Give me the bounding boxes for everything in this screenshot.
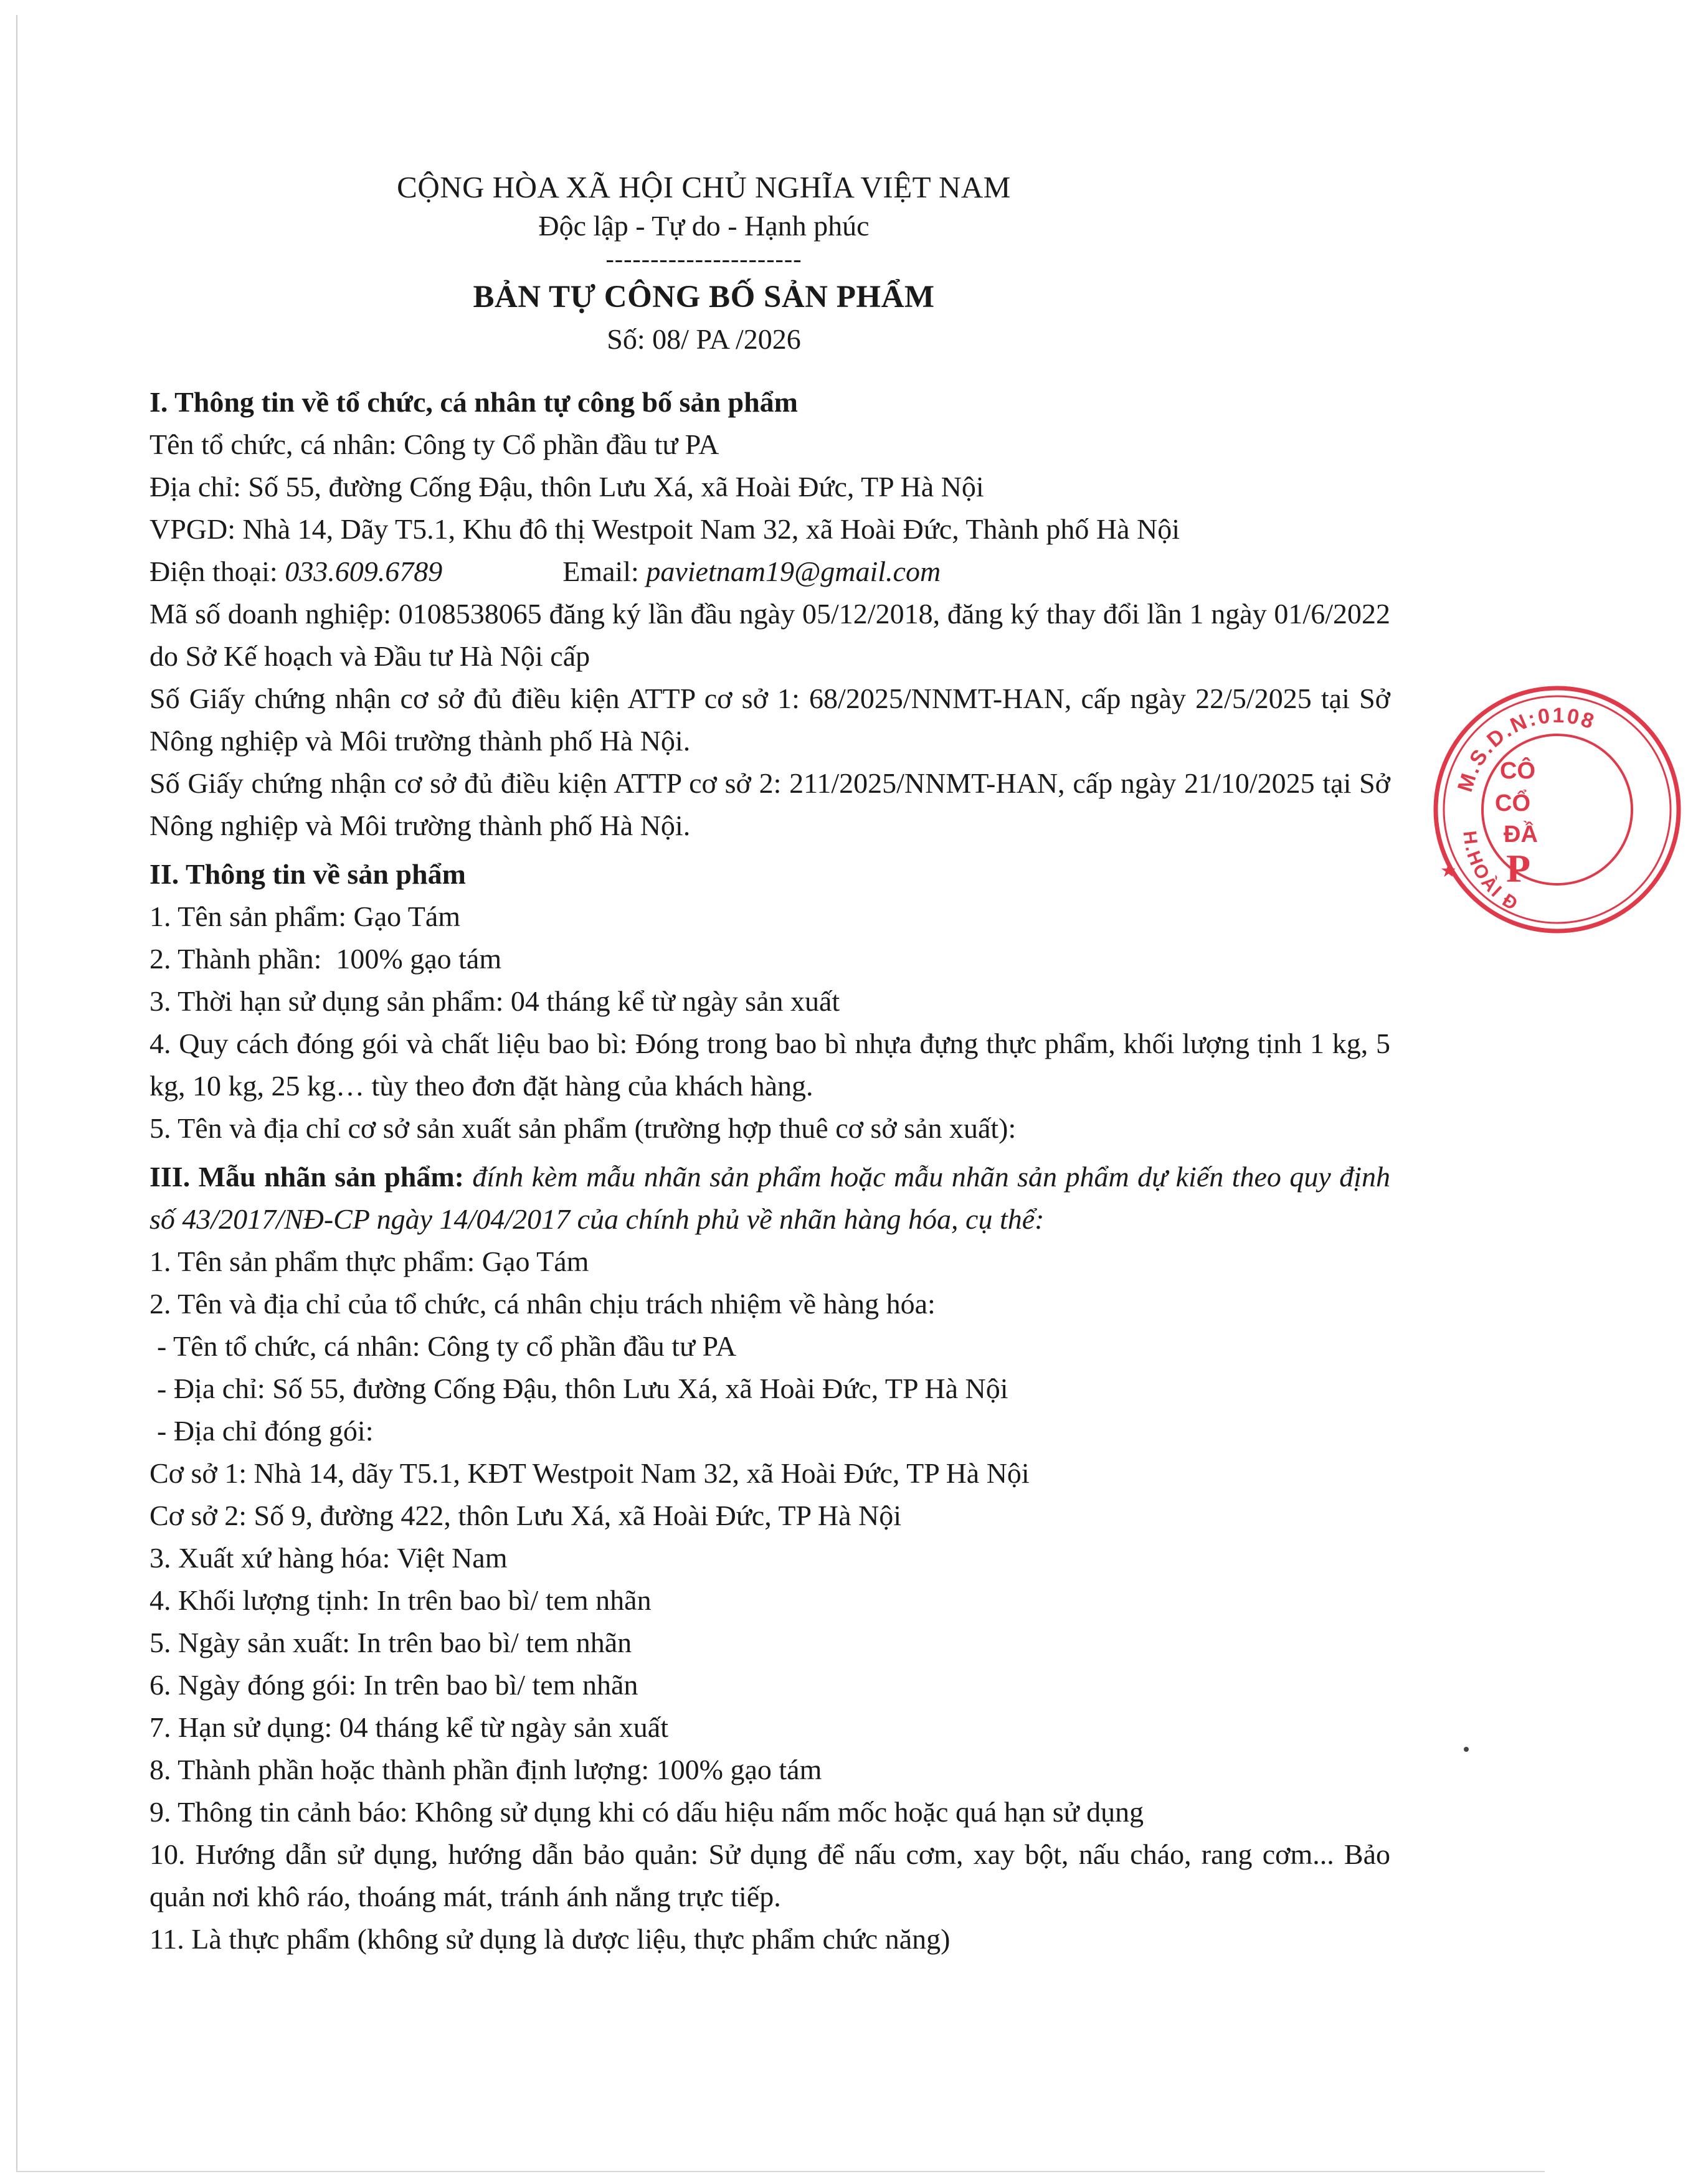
- section-3-note: đính kèm mẫu nhãn sản phẩm hoặc mẫu nhãn sản phẩm dự kiến theo quy định số 43/2017/NĐ-CP ngày 14/04/2017 của chính phủ về nhãn hàng hóa, cụ thể:: [149, 1161, 1390, 1235]
- list-item: Cơ sở 1: Nhà 14, dãy T5.1, KĐT Westpoit Nam 32, xã Hoài Đức, TP Hà Nội: [149, 1457, 1030, 1489]
- phone-number: 033.609.6789: [285, 555, 443, 587]
- section-2-heading: II. Thông tin về sản phẩm: [149, 858, 466, 890]
- contact-line: [149, 551, 1390, 593]
- list-item: 1. Tên sản phẩm: Gạo Tám: [149, 901, 461, 932]
- document-number: Số: 08/ PA /2026: [607, 323, 801, 355]
- list-item: 8. Thành phần hoặc thành phần định lượng: 100% gạo tám: [149, 1754, 822, 1785]
- seal-icon: [1426, 679, 1688, 940]
- company-seal: [1426, 679, 1688, 940]
- list-item: - Địa chỉ đóng gói:: [157, 1415, 374, 1447]
- org-name: Tên tổ chức, cá nhân: Công ty Cổ phần đầu tư PA: [149, 428, 719, 460]
- header-divider: ----------------------: [605, 245, 802, 273]
- org-address: Địa chỉ: Số 55, đường Cống Đậu, thôn Lưu Xá, xã Hoài Đức, TP Hà Nội: [149, 471, 984, 503]
- seal-line-4: P: [1506, 846, 1531, 891]
- list-item: 11. Là thực phẩm (không sử dụng là dược liệu, thực phẩm chức năng): [149, 1923, 951, 1955]
- email-label: Email:: [562, 555, 639, 587]
- list-item: 5. Tên và địa chỉ cơ sở sản xuất sản phẩm (trường hợp thuê cơ sở sản xuất):: [149, 1112, 1017, 1144]
- document-title: BẢN TỰ CÔNG BỐ SẢN PHẨM: [473, 280, 935, 314]
- seal-line-2: CỔ: [1495, 790, 1530, 816]
- section-3-heading: III. Mẫu nhãn sản phẩm:: [149, 1161, 464, 1193]
- svg-text:★: ★: [1440, 860, 1457, 882]
- list-item: 3. Thời hạn sử dụng sản phẩm: 04 tháng kể từ ngày sản xuất: [149, 985, 840, 1017]
- national-title: CỘNG HÒA XÃ HỘI CHỦ NGHĨA VIỆT NAM: [397, 170, 1011, 204]
- list-item: 2. Tên và địa chỉ của tổ chức, cá nhân chịu trách nhiệm về hàng hóa:: [149, 1288, 936, 1320]
- list-item: - Tên tổ chức, cá nhân: Công ty cổ phần đầu tư PA: [157, 1330, 737, 1362]
- list-item: 4. Quy cách đóng gói và chất liệu bao bì: Đóng trong bao bì nhựa đựng thực phẩm, khối lượng tịnh 1 kg, 5 kg, 10 kg, 25 kg… tùy theo đơn đặt hàng của khách hàng.: [149, 1028, 1390, 1102]
- list-item: 7. Hạn sử dụng: 04 tháng kể từ ngày sản xuất: [149, 1711, 669, 1743]
- email-address: pavietnam19@gmail.com: [646, 555, 941, 587]
- list-item: 10. Hướng dẫn sử dụng, hướng dẫn bảo quản: Sử dụng để nấu cơm, xay bột, nấu cháo, rang cơm... Bảo quản nơi khô ráo, thoáng mát, tránh ánh nắng trực tiếp.: [149, 1838, 1390, 1912]
- list-item: 2. Thành phần: 100% gạo tám: [149, 943, 502, 975]
- list-item: 9. Thông tin cảnh báo: Không sử dụng khi có dấu hiệu nấm mốc hoặc quá hạn sử dụng: [149, 1796, 1144, 1828]
- office-address: VPGD: Nhà 14, Dãy T5.1, Khu đô thị Westpoit Nam 32, xã Hoài Đức, Thành phố Hà Nội: [149, 513, 1180, 545]
- list-item: 5. Ngày sản xuất: In trên bao bì/ tem nhãn: [149, 1627, 632, 1658]
- national-motto: Độc lập - Tự do - Hạnh phúc: [538, 210, 870, 242]
- seal-line-1: CÔ: [1500, 758, 1535, 784]
- list-item: 4. Khối lượng tịnh: In trên bao bì/ tem nhãn: [149, 1584, 652, 1616]
- scan-speck: [1464, 1747, 1469, 1752]
- list-item: 6. Ngày đóng gói: In trên bao bì/ tem nhãn: [149, 1669, 638, 1701]
- seal-bottom-text: H.HOÀI Đ: [1459, 830, 1523, 916]
- document-body: [149, 381, 1390, 1960]
- list-item: 1. Tên sản phẩm thực phẩm: Gạo Tám: [149, 1246, 589, 1277]
- certificate-2: Số Giấy chứng nhận cơ sở đủ điều kiện ATTP cơ sở 2: 211/2025/NNMT-HAN, cấp ngày 21/10/2025 tại Sở Nông nghiệp và Môi trường thành phố Hà Nội.: [149, 767, 1390, 841]
- seal-ring-text: M.S.D.N:0108: [1453, 703, 1599, 795]
- section-1-heading: I. Thông tin về tổ chức, cá nhân tự công bố sản phẩm: [149, 386, 798, 418]
- list-item: 3. Xuất xứ hàng hóa: Việt Nam: [149, 1542, 508, 1574]
- list-item: Cơ sở 2: Số 9, đường 422, thôn Lưu Xá, xã Hoài Đức, TP Hà Nội: [149, 1500, 901, 1531]
- list-item: - Địa chỉ: Số 55, đường Cống Đậu, thôn Lưu Xá, xã Hoài Đức, TP Hà Nội: [157, 1373, 1008, 1404]
- phone-label: Điện thoại:: [149, 555, 278, 587]
- seal-line-3: ĐẦ: [1504, 821, 1538, 848]
- section-3-heading-block: [149, 1156, 1390, 1241]
- business-code: Mã số doanh nghiệp: 0108538065 đăng ký lần đầu ngày 05/12/2018, đăng ký thay đổi lần 1 ngày 01/6/2022 do Sở Kế hoạch và Đầu tư Hà Nội cấp: [149, 598, 1390, 672]
- certificate-1: Số Giấy chứng nhận cơ sở đủ điều kiện ATTP cơ sở 1: 68/2025/NNMT-HAN, cấp ngày 22/5/2025 tại Sở Nông nghiệp và Môi trường thành phố Hà Nội.: [149, 683, 1390, 757]
